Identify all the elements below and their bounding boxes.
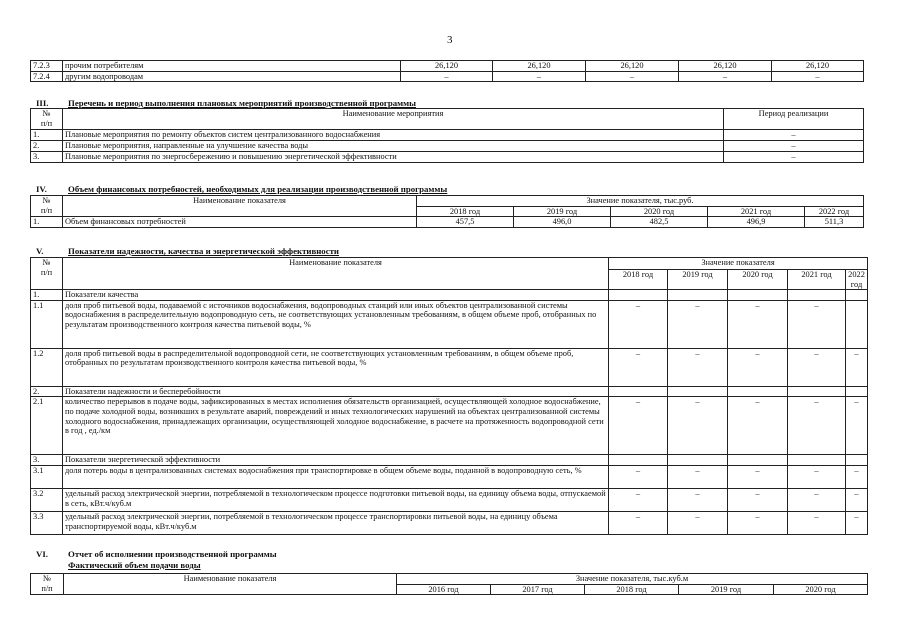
- section-5-heading: [36, 246, 339, 256]
- value-cell: –: [788, 465, 846, 488]
- period-cell: –: [724, 141, 864, 152]
- value-cell: 26,120: [679, 61, 772, 72]
- row-number: 1.: [31, 130, 63, 141]
- value-cell: –: [668, 488, 728, 511]
- value-cell: –: [788, 488, 846, 511]
- value-cell: [609, 455, 668, 466]
- value-cell: 496,0: [514, 217, 611, 228]
- value-cell: 26,120: [493, 61, 586, 72]
- section-6-title: Отчет об исполнении производственной программы: [68, 549, 277, 559]
- year-header: 2018 год: [417, 206, 514, 217]
- row-number: 1.1: [31, 300, 63, 348]
- value-cell: –: [679, 71, 772, 82]
- row-name: Показатели надежности и бесперебойности: [63, 386, 609, 397]
- section-6-number: VI.: [36, 549, 48, 559]
- value-cell: 26,120: [401, 61, 493, 72]
- section-6-subtitle-text: Фактический объем подачи воды: [68, 560, 201, 570]
- section-6-heading: [36, 549, 277, 559]
- year-header: 2020 год: [611, 206, 708, 217]
- section-5-number: V.: [36, 246, 44, 256]
- header-name: Наименование показателя: [63, 258, 609, 290]
- value-cell: –: [609, 488, 668, 511]
- value-cell: –: [846, 465, 868, 488]
- year-header: 2021 год: [708, 206, 805, 217]
- row-number: 7.2.3: [31, 61, 63, 72]
- value-cell: –: [728, 300, 788, 348]
- row-number: 3.1: [31, 465, 63, 488]
- header-value: Значение показателя, тыс.руб.: [417, 196, 864, 207]
- row-number: 3.3: [31, 511, 63, 534]
- row-name: доля проб питьевой воды, подаваемой с источников водоснабжения, водопроводных станций или иных объектов централизованной системы водоснабжения в распределительную водопроводную сеть, не соответствующих установленным требованиям, в общем объеме проб, отобранных по результатам производственного контроля качества питьевой воды, %: [63, 300, 609, 348]
- year-header: 2017 год: [491, 584, 585, 595]
- value-cell: –: [788, 397, 846, 455]
- value-cell: [728, 386, 788, 397]
- table-row: [31, 61, 864, 72]
- row-number: 1.: [31, 217, 63, 228]
- year-header: 2019 год: [668, 270, 728, 290]
- value-cell: 457,5: [417, 217, 514, 228]
- top-table: [30, 60, 864, 82]
- value-cell: –: [846, 511, 868, 534]
- value-cell: –: [728, 465, 788, 488]
- value-cell: –: [846, 488, 868, 511]
- period-cell: –: [724, 152, 864, 163]
- year-header: 2020 год: [774, 584, 868, 595]
- year-header: 2021 год: [788, 270, 846, 290]
- group-row: [31, 455, 868, 466]
- row-number: 2.: [31, 386, 63, 397]
- value-cell: 26,120: [586, 61, 679, 72]
- header-row: [31, 109, 864, 130]
- value-cell: –: [493, 71, 586, 82]
- value-cell: –: [728, 348, 788, 386]
- value-cell: –: [586, 71, 679, 82]
- value-cell: –: [668, 397, 728, 455]
- section-6-table: [30, 573, 868, 595]
- section-3-number: III.: [36, 98, 49, 108]
- table-row: [31, 130, 864, 141]
- table-row: [31, 488, 868, 511]
- value-cell: 26,120: [772, 61, 864, 72]
- row-number: 2.: [31, 141, 63, 152]
- group-row: [31, 290, 868, 301]
- year-header: 2018 год: [609, 270, 668, 290]
- value-cell: [846, 300, 868, 348]
- table-row: [31, 300, 868, 348]
- value-cell: [728, 455, 788, 466]
- header-number: № п/п: [31, 196, 63, 217]
- header-value: Значение показателя, тыс.куб.м: [397, 574, 868, 585]
- value-cell: –: [728, 511, 788, 534]
- row-name: Плановые мероприятия по энергосбережению и повышению энергетической эффективности: [63, 152, 724, 163]
- value-cell: –: [609, 511, 668, 534]
- header-value: Значение показателя: [609, 258, 868, 270]
- year-header: 2019 год: [679, 584, 774, 595]
- row-name: доля потерь воды в централизованных системах водоснабжения при транспортировке в общем объеме воды, поданной в водопроводную сеть, %: [63, 465, 609, 488]
- header-row: [31, 574, 868, 585]
- value-cell: [609, 386, 668, 397]
- row-name: Плановые мероприятия, направленные на улучшение качества воды: [63, 141, 724, 152]
- section-5-table: [30, 257, 868, 535]
- period-cell: –: [724, 130, 864, 141]
- section-5-title: Показатели надежности, качества и энергетической эффективности: [68, 246, 339, 256]
- section-4-table: [30, 195, 864, 228]
- value-cell: [788, 290, 846, 301]
- table-row: [31, 465, 868, 488]
- section-4-title: Объем финансовых потребностей, необходимых для реализации производственной программы: [68, 184, 448, 194]
- value-cell: 496,9: [708, 217, 805, 228]
- value-cell: [609, 290, 668, 301]
- header-row: [31, 196, 864, 207]
- table-row: [31, 511, 868, 534]
- year-header: 2016 год: [397, 584, 491, 595]
- value-cell: –: [728, 397, 788, 455]
- value-cell: 482,5: [611, 217, 708, 228]
- value-cell: –: [609, 465, 668, 488]
- value-cell: [788, 455, 846, 466]
- value-cell: [846, 290, 868, 301]
- value-cell: –: [788, 300, 846, 348]
- row-name: удельный расход электрической энергии, потребляемой в технологическом процессе подготовки питьевой воды, на единицу объема воды, отпускаемой в сеть, кВт.ч/куб.м: [63, 488, 609, 511]
- year-header: 2022 год: [805, 206, 864, 217]
- value-cell: –: [788, 348, 846, 386]
- section-3-heading: [36, 98, 416, 108]
- row-name: другим водопроводам: [63, 71, 401, 82]
- row-number: 2.1: [31, 397, 63, 455]
- header-name: Наименование показателя: [63, 196, 417, 217]
- row-name: доля проб питьевой воды в распределительной водопроводной сети, не соответствующих установленным требованиям, в общем объеме проб, отобранных по результатам производственного контроля качества питьевой воды, %: [63, 348, 609, 386]
- value-cell: [788, 386, 846, 397]
- year-header: 2020 год: [728, 270, 788, 290]
- row-number: 3.: [31, 455, 63, 466]
- value-cell: [668, 290, 728, 301]
- row-number: 1.2: [31, 348, 63, 386]
- row-name: Объем финансовых потребностей: [63, 217, 417, 228]
- value-cell: –: [846, 397, 868, 455]
- header-number: № п/п: [31, 574, 64, 595]
- row-name: количество перерывов в подаче воды, зафиксированных в местах исполнения обязательств организацией, осуществляющей холодное водоснабжение, по подаче холодной воды, возникших в результате аварий, повреждений и иных технологических нарушений на объектах централизованной системы холодного водоснабжения, принадлежащих организации, осуществляющей холодное водоснабжение, в расчете на протяженность водопроводной сети в год , ед./км: [63, 397, 609, 455]
- table-row: [31, 71, 864, 82]
- section-3-title: Перечень и период выполнения плановых мероприятий производственной программы: [68, 98, 417, 108]
- section-3-table: [30, 108, 864, 163]
- value-cell: 511,3: [805, 217, 864, 228]
- row-name: прочим потребителям: [63, 61, 401, 72]
- row-number: 7.2.4: [31, 71, 63, 82]
- year-header: 2018 год: [585, 584, 679, 595]
- table-row: [31, 141, 864, 152]
- table-row: [31, 217, 864, 228]
- value-cell: [668, 455, 728, 466]
- value-cell: –: [772, 71, 864, 82]
- value-cell: [668, 386, 728, 397]
- row-name: Показатели качества: [63, 290, 609, 301]
- table-row: [31, 397, 868, 455]
- row-number: 3.: [31, 152, 63, 163]
- value-cell: –: [668, 348, 728, 386]
- value-cell: [846, 455, 868, 466]
- row-number: 3.2: [31, 488, 63, 511]
- section-6-subtitle: [68, 560, 201, 570]
- table-row: [31, 152, 864, 163]
- header-name: Наименование показателя: [64, 574, 397, 595]
- value-cell: –: [668, 511, 728, 534]
- value-cell: –: [846, 348, 868, 386]
- page-number: 3: [447, 34, 453, 46]
- row-name: Показатели энергетической эффективности: [63, 455, 609, 466]
- value-cell: –: [609, 300, 668, 348]
- header-number: № п/п: [31, 109, 63, 130]
- row-name: удельный расход электрической энергии, потребляемой в технологическом процессе транспортировки питьевой воды, на единицу объема транспортируемой воды, кВт.ч/куб.м: [63, 511, 609, 534]
- row-number: 1.: [31, 290, 63, 301]
- year-header: 2019 год: [514, 206, 611, 217]
- value-cell: –: [668, 465, 728, 488]
- group-row: [31, 386, 868, 397]
- row-name: Плановые мероприятия по ремонту объектов систем централизованного водоснабжения: [63, 130, 724, 141]
- value-cell: –: [609, 397, 668, 455]
- value-cell: –: [401, 71, 493, 82]
- year-header: 2022 год: [846, 270, 868, 290]
- value-cell: –: [788, 511, 846, 534]
- header-period: Период реализации: [724, 109, 864, 130]
- section-4-heading: [36, 184, 447, 194]
- table-row: [31, 348, 868, 386]
- value-cell: [728, 290, 788, 301]
- header-row: [31, 258, 868, 270]
- value-cell: [846, 386, 868, 397]
- value-cell: –: [668, 300, 728, 348]
- header-number: № п/п: [31, 258, 63, 290]
- section-4-number: IV.: [36, 184, 47, 194]
- value-cell: –: [728, 488, 788, 511]
- header-name: Наименование мероприятия: [63, 109, 724, 130]
- value-cell: –: [609, 348, 668, 386]
